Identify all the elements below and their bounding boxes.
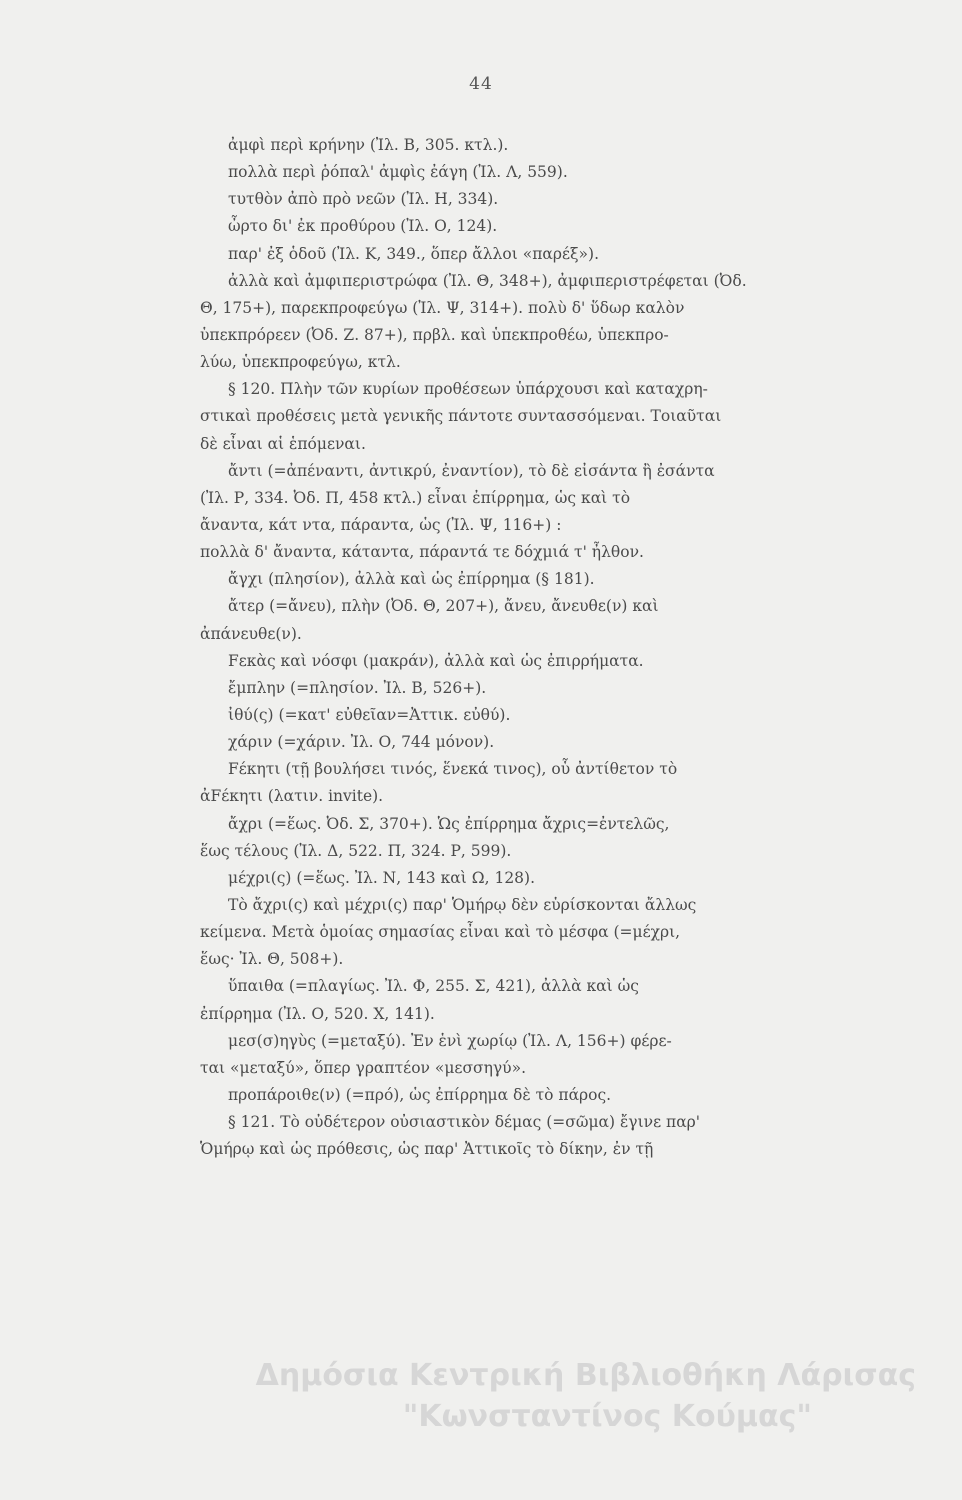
text-line: ὑπεκπρόρεεν (Ὀδ. Ζ. 87+), πρβλ. καὶ ὑπεκπροθέω, ὑπεκπρο-	[200, 325, 669, 344]
text-line: ἄχρι (=ἕως. Ὀδ. Σ, 370+). Ὡς ἐπίρρημα ἄχρις=ἐντελῶς,	[228, 814, 670, 833]
text-line: ἄτερ (=ἄνευ), πλὴν (Ὀδ. Θ, 207+), ἄνευ, ἄνευθε(ν) καὶ	[228, 597, 659, 616]
text-line: στικαὶ προθέσεις μετὰ γενικῆς πάντοτε συντασσόμεναι. Τοιαῦται	[200, 407, 722, 426]
text-line: κείμενα. Μετὰ ὁμοίας σημασίας εἶναι καὶ τὸ μέσφα (=μέχρι,	[200, 923, 681, 942]
text-line: μεσ(σ)ηγὺς (=μεταξύ). Ἐν ἑνὶ χωρίῳ (Ἰλ. Λ, 156+) φέρε-	[228, 1031, 672, 1050]
text-line: ἐπίρρημα (Ἰλ. Ο, 520. Χ, 141).	[200, 1004, 435, 1023]
text-line: πολλὰ δ' ἄναντα, κάταντα, πάραντά τε δόχμιά τ' ἦλθον.	[200, 543, 644, 562]
text-line: ἕως· Ἰλ. Θ, 508+).	[200, 950, 344, 969]
text-line: ἕως τέλους (Ἰλ. Δ, 522. Π, 324. Ρ, 599).	[200, 841, 512, 860]
text-line: § 121. Τὸ οὐδέτερον οὐσιαστικὸν δέμας (=σῶμα) ἔγινε παρ'	[228, 1113, 701, 1132]
text-line: ἄναντα, κάτ ντα, πάραντα, ὡς (Ἰλ. Ψ, 116+) :	[200, 515, 562, 534]
text-line: Fέκητι (τῇ βουλήσει τινός, ἕνεκά τινος), οὗ ἀντίθετον τὸ	[228, 760, 678, 779]
text-line: Τὸ ἄχρι(ς) καὶ μέχρι(ς) παρ' Ὁμήρῳ δὲν εὑρίσκονται ἄλλως	[228, 895, 697, 914]
text-line: μέχρι(ς) (=ἕως. Ἰλ. Ν, 143 καὶ Ω, 128).	[228, 868, 536, 887]
text-line: ἄντι (=ἀπέναντι, ἀντικρύ, ἐναντίον), τὸ δὲ εἰσάντα ἢ ἐσάντα	[228, 461, 715, 480]
text-line: Θ, 175+), παρεκπροφεύγω (Ἰλ. Ψ, 314+). πολὺ δ' ὕδωρ καλὸν	[200, 298, 685, 317]
text-line: τυτθὸν ἀπὸ πρὸ νεῶν (Ἰλ. Η, 334).	[228, 190, 499, 209]
text-line: δὲ εἶναι αἱ ἑπόμεναι.	[200, 434, 366, 453]
text-body	[200, 132, 800, 1163]
text-line: παρ' ἐξ ὁδοῦ (Ἰλ. Κ, 349., ὅπερ ἄλλοι «παρέξ»).	[228, 244, 599, 263]
text-line: § 120. Πλὴν τῶν κυρίων προθέσεων ὑπάρχουσι καὶ καταχρη-	[228, 380, 708, 399]
text-line: Ὁμήρῳ καὶ ὡς πρόθεσις, ὡς παρ' Ἀττικοῖς τὸ δίκην, ἐν τῇ	[200, 1140, 654, 1159]
text-line: ἰθύ(ς) (=κατ' εὐθεῖαν=Ἀττικ. εὐθύ).	[228, 705, 511, 724]
library-watermark-line2: "Κωνσταντίνος Κούμας"	[402, 1399, 812, 1434]
text-line: ὕπαιθα (=πλαγίως. Ἰλ. Φ, 255. Σ, 421), ἀλλὰ καὶ ὡς	[228, 977, 639, 996]
library-watermark-line1: Δημόσια Κεντρική Βιβλιοθήκη Λάρισας	[255, 1358, 916, 1393]
text-line: Fεκὰς καὶ νόσφι (μακράν), ἀλλὰ καὶ ὡς ἐπιρρήματα.	[228, 651, 644, 670]
text-line: ἄγχι (πλησίον), ἀλλὰ καὶ ὡς ἐπίρρημα (§ 181).	[228, 570, 595, 589]
text-line: (Ἰλ. Ρ, 334. Ὀδ. Π, 458 κτλ.) εἶναι ἐπίρρημα, ὡς καὶ τὸ	[200, 488, 631, 507]
text-line: λύω, ὑπεκπροφεύγω, κτλ.	[200, 353, 401, 372]
page-number: 44	[469, 74, 493, 94]
text-line: ἔμπλην (=πλησίον. Ἰλ. Β, 526+).	[228, 678, 487, 697]
text-line: ἀμφὶ περὶ κρήνην (Ἰλ. Β, 305. κτλ.).	[228, 136, 509, 154]
text-line: χάριν (=χάριν. Ἰλ. Ο, 744 μόνον).	[228, 733, 495, 752]
text-line: προπάροιθε(ν) (=πρό), ὡς ἐπίρρημα δὲ τὸ πάρος.	[228, 1085, 612, 1104]
text-line: πολλὰ περὶ ῥόπαλ' ἀμφὶς ἐάγη (Ἰλ. Λ, 559).	[228, 163, 568, 182]
text-line: ται «μεταξύ», ὅπερ γραπτέον «μεσσηγύ».	[200, 1058, 527, 1077]
text-line: ἀπάνευθε(ν).	[200, 624, 302, 643]
text-line: ὦρτο δι' ἐκ προθύρου (Ἰλ. Ο, 124).	[228, 217, 498, 236]
text-line: ἀλλὰ καὶ ἀμφιπεριστρώφα (Ἰλ. Θ, 348+), ἀμφιπεριστρέφεται (Ὀδ.	[228, 271, 747, 290]
text-line: ἀFέκητι (λατιν. invite).	[200, 787, 384, 806]
